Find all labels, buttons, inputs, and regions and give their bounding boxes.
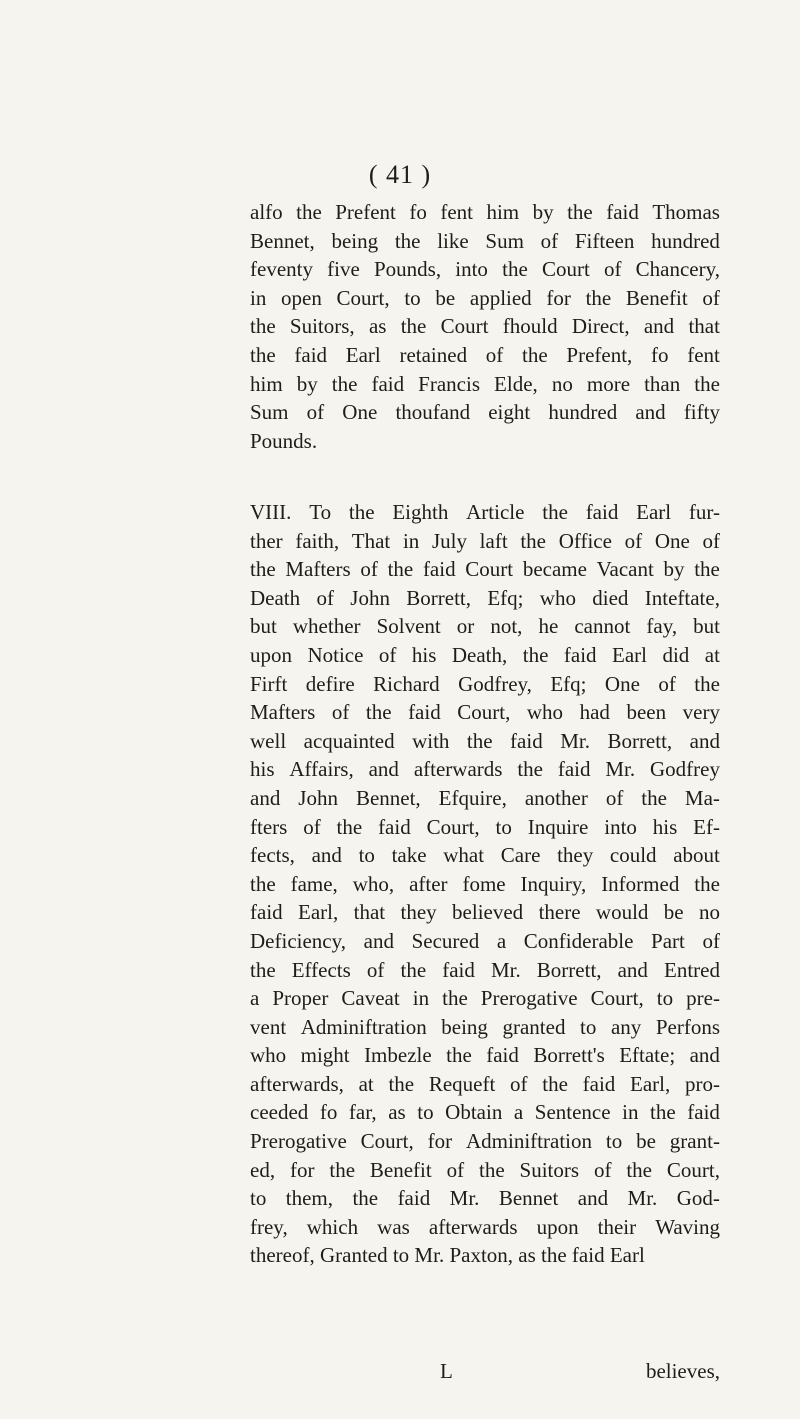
text-line: who might Imbezle the faid Borrett's Eftate; and bbox=[250, 1043, 720, 1068]
text-line: ther faith, That in July laft the Office of One of bbox=[250, 528, 720, 553]
text-line: the Suitors, as the Court fhould Direct, and that bbox=[250, 314, 720, 339]
catchword: believes, bbox=[645, 1359, 720, 1383]
text-line: Deficiency, and Secured a Confiderable Part of bbox=[250, 928, 720, 953]
text-line: and John Bennet, Efquire, another of the Ma- bbox=[250, 785, 720, 810]
text-line: him by the faid Francis Elde, no more than the bbox=[250, 371, 720, 396]
text-line: VIII. To the Eighth Article the faid Earl fur- bbox=[250, 500, 720, 524]
text-line: upon Notice of his Death, the faid Earl did at bbox=[250, 642, 720, 667]
text-line: frey, which was afterwards upon their Waving bbox=[250, 1214, 720, 1239]
text-line: the Mafters of the faid Court became Vacant by the bbox=[250, 557, 720, 582]
paragraph-continuation bbox=[250, 198, 720, 455]
paragraph-article-viii bbox=[250, 498, 720, 1270]
page-number: ( 41 ) bbox=[368, 160, 432, 189]
text-line: Bennet, being the like Sum of Fifteen hundred bbox=[250, 228, 720, 253]
text-line: the faid Earl retained of the Prefent, fo fent bbox=[250, 342, 720, 367]
text-line: ed, for the Benefit of the Suitors of the Court, bbox=[250, 1157, 720, 1182]
text-line: his Affairs, and afterwards the faid Mr. Godfrey bbox=[250, 757, 720, 782]
text-line: Prerogative Court, for Adminiftration to be grant- bbox=[250, 1129, 720, 1154]
text-line: Firft defire Richard Godfrey, Efq; One of the bbox=[250, 671, 720, 696]
text-line: vent Adminiftration being granted to any Perfons bbox=[250, 1014, 720, 1039]
text-line: in open Court, to be applied for the Benefit of bbox=[250, 285, 720, 310]
text-line: Pounds. bbox=[250, 428, 318, 453]
text-line: Sum of One thoufand eight hundred and fifty bbox=[250, 400, 720, 425]
text-line: Mafters of the faid Court, who had been very bbox=[250, 700, 720, 725]
text-line: fects, and to take what Care they could about bbox=[250, 843, 720, 868]
text-line: alfo the Prefent fo fent him by the faid Thomas bbox=[250, 200, 720, 224]
page-footer bbox=[250, 1357, 720, 1385]
text-line: to them, the faid Mr. Bennet and Mr. God- bbox=[250, 1186, 720, 1211]
text-line: the Effects of the faid Mr. Borrett, and Entred bbox=[250, 957, 720, 982]
signature-mark: L bbox=[440, 1359, 453, 1383]
text-line: feventy five Pounds, into the Court of Chancery, bbox=[250, 257, 720, 282]
text-line: faid Earl, that they believed there would be no bbox=[250, 900, 720, 925]
text-line: ceeded fo far, as to Obtain a Sentence in the faid bbox=[250, 1100, 720, 1125]
text-line: well acquainted with the faid Mr. Borrett, and bbox=[250, 728, 720, 753]
text-line: thereof, Granted to Mr. Paxton, as the faid Earl bbox=[250, 1243, 645, 1268]
text-line: the fame, who, after fome Inquiry, Informed the bbox=[250, 871, 720, 896]
text-line: but whether Solvent or not, he cannot fay, but bbox=[250, 614, 720, 639]
text-line: Death of John Borrett, Efq; who died Inteftate, bbox=[250, 585, 720, 610]
text-line: afterwards, at the Requeft of the faid Earl, pro- bbox=[250, 1071, 720, 1096]
text-line: a Proper Caveat in the Prerogative Court, to pre- bbox=[250, 986, 720, 1011]
text-line: fters of the faid Court, to Inquire into his Ef- bbox=[250, 814, 720, 839]
